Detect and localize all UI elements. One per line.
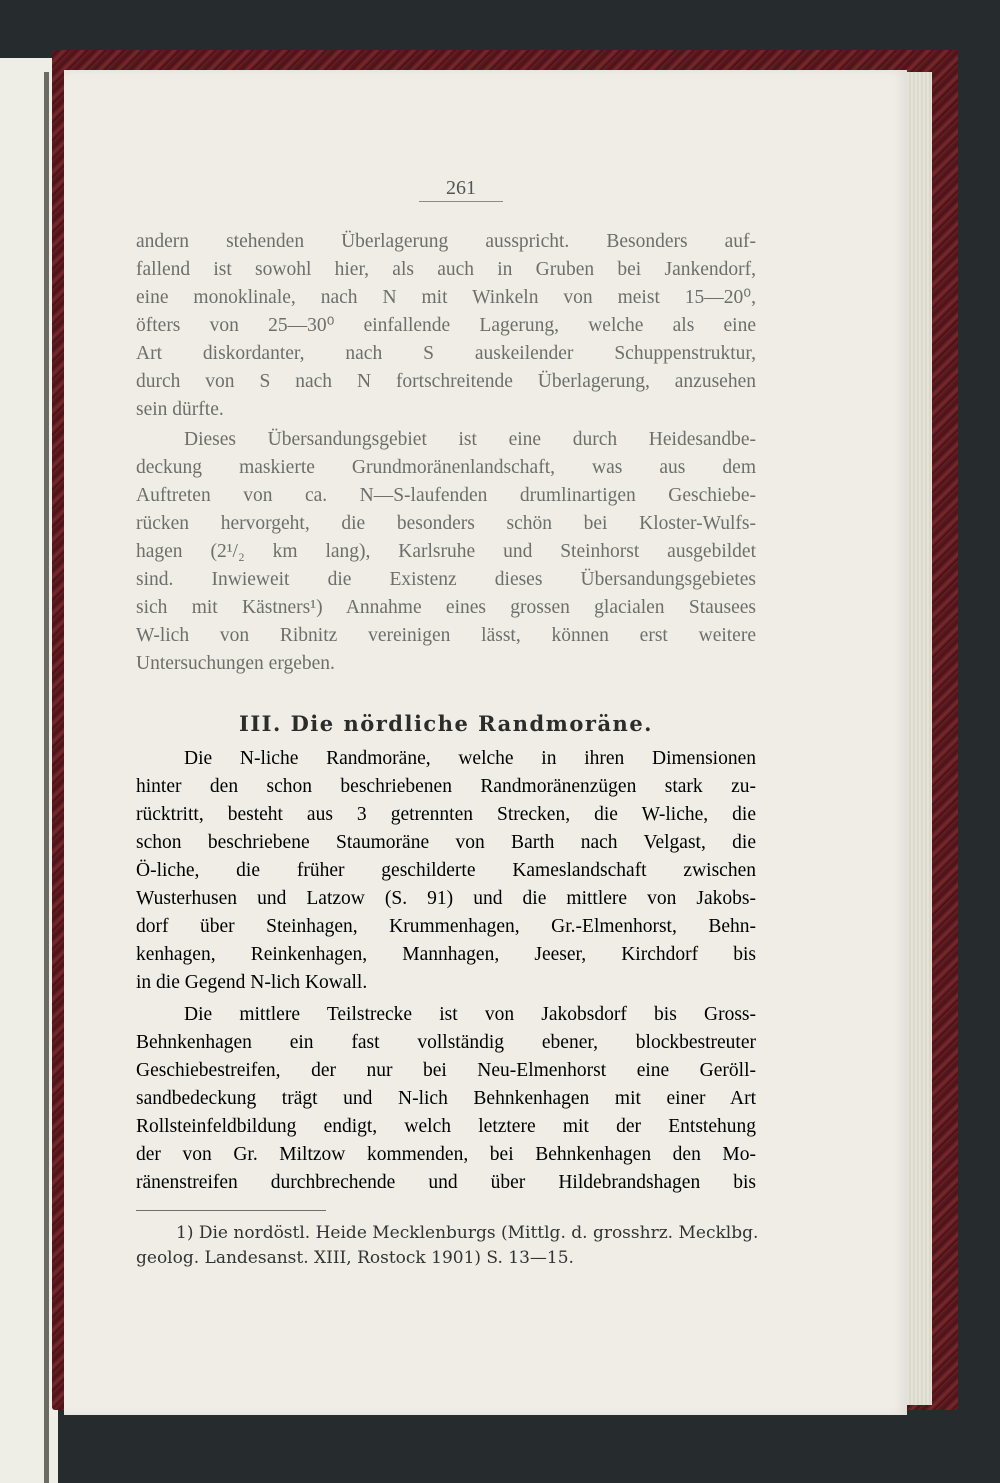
text-line: öfters von 25—30⁰ einfallende Lagerung, welche als eine [136, 315, 756, 336]
text-line: rücken hervorgeht, die besonders schön bei Kloster-Wulfs- [136, 513, 756, 534]
text-line: rücktritt, besteht aus 3 getrennten Strecken, die W-liche, die [136, 804, 756, 825]
text-line: ränenstreifen durchbrechende und über Hildebrandshagen bis [136, 1172, 756, 1193]
text-line: der von Gr. Miltzow kommenden, bei Behnkenhagen den Mo- [136, 1144, 756, 1165]
text-line: W-lich von Ribnitz vereinigen lässt, können erst weitere [136, 625, 756, 646]
text-line: Auftreten von ca. N—S-laufenden drumlinartigen Geschiebe- [136, 485, 756, 506]
text-line: sandbedeckung trägt und N-lich Behnkenhagen mit einer Art [136, 1088, 756, 1109]
text-line: Art diskordanter, nach S auskeilender Schuppenstruktur, [136, 343, 756, 364]
text-line: dorf über Steinhagen, Krummenhagen, Gr.-Elmenhorst, Behn- [136, 916, 756, 937]
text-line: Die N-liche Randmoräne, welche in ihren Dimensionen [184, 748, 756, 769]
text-line: eine monoklinale, nach N mit Winkeln von meist 15—20⁰, [136, 287, 756, 308]
text-line: Untersuchungen ergeben. [136, 653, 335, 674]
text-line: in die Gegend N-lich Kowall. [136, 972, 368, 993]
text-line: kenhagen, Reinkenhagen, Mannhagen, Jeeser, Kirchdorf bis [136, 944, 756, 965]
text-line: Ö-liche, die früher geschilderte Kameslandschaft zwischen [136, 860, 756, 881]
page-number-rule [419, 201, 503, 202]
text-line: Die mittlere Teilstrecke ist von Jakobsdorf bis Gross- [184, 1004, 756, 1025]
text-line: sein dürfte. [136, 399, 224, 420]
book-page [64, 70, 907, 1415]
text-line: deckung maskierte Grundmoränenlandschaft, was aus dem [136, 457, 756, 478]
page-number: 261 [446, 177, 476, 199]
text-line: Behnkenhagen ein fast vollständig ebener, blockbestreuter [136, 1032, 756, 1053]
section-heading: III. Die nördliche Randmoräne. [239, 711, 653, 736]
text-line: sind. Inwieweit die Existenz dieses Übersandungsgebietes [136, 569, 756, 590]
text-line: sich mit Kästners¹) Annahme eines grossen glacialen Stausees [136, 597, 756, 618]
book-gutter [44, 72, 49, 1483]
footnote-line: 1) Die nordöstl. Heide Mecklenburgs (Mittlg. d. grosshrz. Mecklbg. [176, 1223, 759, 1243]
text-line: durch von S nach N fortschreitende Überlagerung, anzusehen [136, 371, 756, 392]
footnote-line: geolog. Landesanst. XIII, Rostock 1901) S. 13—15. [136, 1248, 574, 1268]
text-line: Geschiebestreifen, der nur bei Neu-Elmenhorst eine Geröll- [136, 1060, 756, 1081]
text-line: schon beschriebene Staumoräne von Barth nach Velgast, die [136, 832, 756, 853]
text-line: fallend ist sowohl hier, als auch in Gruben bei Jankendorf, [136, 259, 756, 280]
text-line: hagen (2¹/₂ km lang), Karlsruhe und Steinhorst ausgebildet [136, 541, 756, 562]
text-line: hinter den schon beschriebenen Randmoränenzügen stark zu- [136, 776, 756, 797]
footnote-rule [136, 1210, 326, 1211]
left-page-edge [0, 58, 58, 1483]
text-line: andern stehenden Überlagerung ausspricht. Besonders auf- [136, 231, 756, 252]
text-line: Wusterhusen und Latzow (S. 91) und die mittlere von Jakobs- [136, 888, 756, 909]
text-line: Dieses Übersandungsgebiet ist eine durch Heidesandbe- [184, 429, 756, 450]
text-line: Rollsteinfeldbildung endigt, welch letztere mit der Entstehung [136, 1116, 756, 1137]
